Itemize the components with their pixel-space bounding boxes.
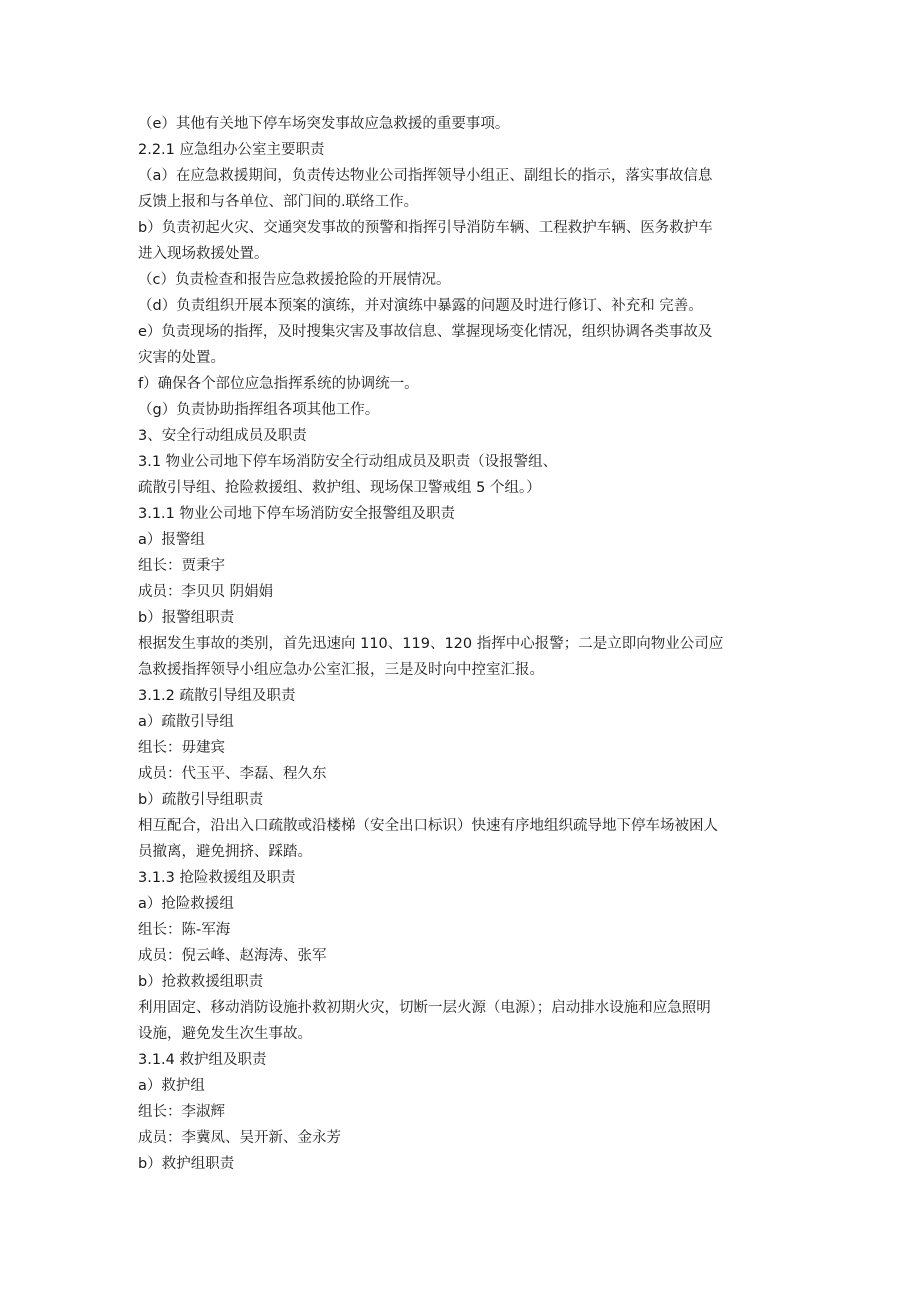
text-line: 急救援指挥领导小组应急办公室汇报，三是及时向中控室汇报。 (138, 662, 544, 678)
text-line: f）确保各个部位应急指挥系统的协调统一。 (138, 376, 419, 392)
text-line: （g）负责协助指挥组各项其他工作。 (138, 402, 380, 418)
section-heading: 3.1.1 物业公司地下停车场消防安全报警组及职责 (138, 506, 456, 522)
text-line: 员撤离，避免拥挤、踩踏。 (138, 844, 312, 860)
text-line: a）报警组 (138, 532, 205, 548)
section-heading: 3.1.4 救护组及职责 (138, 1052, 267, 1068)
section-heading: 2.2.1 应急组办公室主要职责 (138, 142, 325, 158)
text-line: （e）其他有关地下停车场突发事故应急救援的重要事项。 (138, 116, 510, 132)
text-line: 疏散引导组、抢险救援组、救护组、现场保卫警戒组 5 个组。） (138, 480, 541, 496)
text-line: 组长：毋建宾 (138, 740, 225, 756)
text-line: 组长：陈-军海 (138, 922, 231, 938)
text-line: 相互配合，沿出入口疏散或沿楼梯（安全出口标识）快速有序地组织疏导地下停车场被困人 (138, 818, 718, 834)
text-line: 成员：李冀凤、吴开新、金永芳 (138, 1130, 341, 1146)
text-line: （a）在应急救援期间，负责传达物业公司指挥领导小组正、副组长的指示，落实事故信息 (138, 168, 713, 184)
section-heading: 3.1.2 疏散引导组及职责 (138, 688, 296, 704)
text-line: 成员：倪云峰、赵海涛、张军 (138, 948, 327, 964)
text-line: 组长：李淑辉 (138, 1104, 225, 1120)
text-line: b）疏散引导组职责 (138, 792, 264, 808)
text-line: b）救护组职责 (138, 1156, 235, 1172)
text-line: 灾害的处置。 (138, 350, 225, 366)
text-line: e）负责现场的指挥，及时搜集灾害及事故信息、掌握现场变化情况，组织协调各类事故及 (138, 324, 713, 340)
text-line: （c）负责检查和报告应急救援抢险的开展情况。 (138, 272, 451, 288)
section-heading: 3、安全行动组成员及职责 (138, 428, 307, 444)
text-line: b）抢救救援组职责 (138, 974, 264, 990)
text-line: （d）负责组织开展本预案的演练，并对演练中暴露的问题及时进行修订、补充和 完善。 (138, 298, 703, 314)
text-line: 成员：李贝贝 阴娟娟 (138, 584, 274, 600)
text-line: 反馈上报和与各单位、部门间的.联络工作。 (138, 194, 419, 210)
text-line: b）负责初起火灾、交通突发事故的预警和指挥引导消防车辆、工程救护车辆、医务救护车 (138, 220, 713, 236)
text-line: a）救护组 (138, 1078, 205, 1094)
text-line: 组长：贾秉宇 (138, 558, 225, 574)
text-line: a）抢险救援组 (138, 896, 234, 912)
text-line: 成员：代玉平、李磊、程久东 (138, 766, 327, 782)
text-line: b）报警组职责 (138, 610, 235, 626)
text-line: 根据发生事故的类别，首先迅速向 110、119、120 指挥中心报警；二是立即向物业公司应 (138, 636, 724, 652)
section-heading: 3.1.3 抢险救援组及职责 (138, 870, 296, 886)
section-heading: 3.1 物业公司地下停车场消防安全行动组成员及职责（设报警组、 (138, 454, 558, 470)
text-line: 进入现场救援处置。 (138, 246, 269, 262)
document-body (138, 111, 788, 1177)
text-line: 利用固定、移动消防设施扑救初期火灾，切断一层火源（电源）；启动排水设施和应急照明 (138, 1000, 711, 1016)
text-line: a）疏散引导组 (138, 714, 234, 730)
text-line: 设施，避免发生次生事故。 (138, 1026, 312, 1042)
